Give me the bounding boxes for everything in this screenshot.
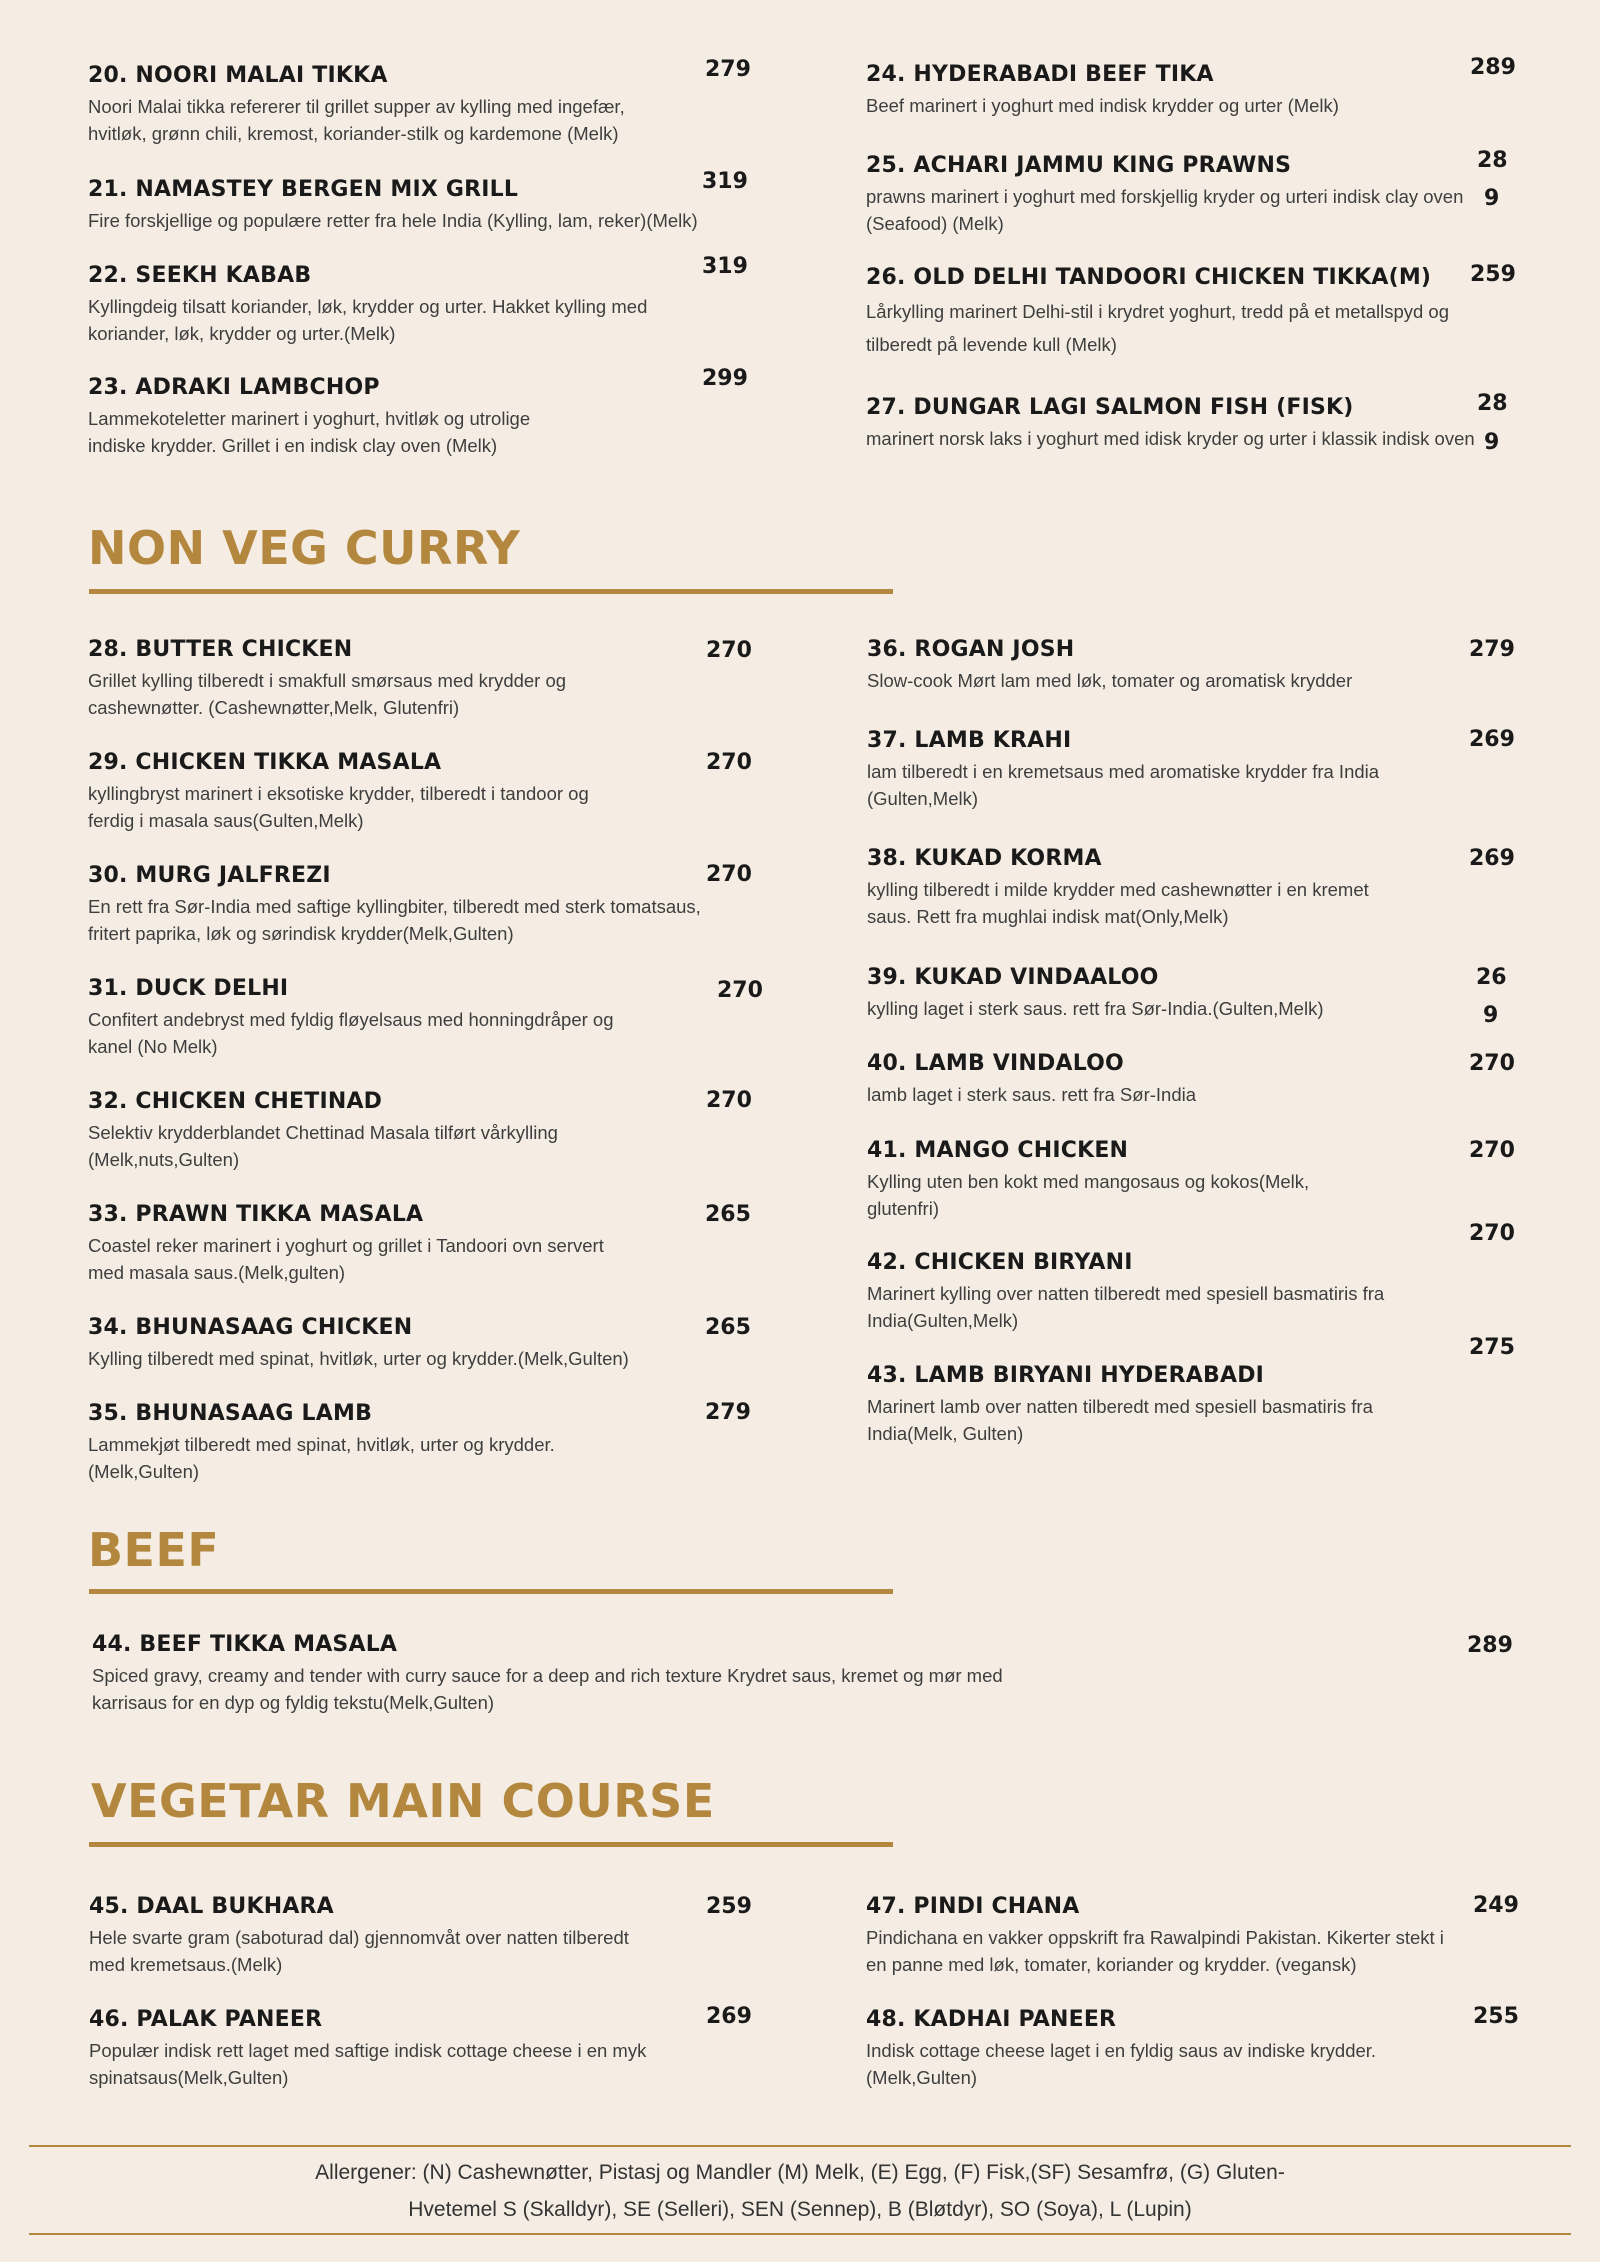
- menu-item: [867, 636, 1427, 694]
- section-title-beef: BEEF: [88, 1523, 220, 1577]
- item-name: 34. BHUNASAAG CHICKEN: [88, 1315, 413, 1340]
- item-name: 39. KUKAD VINDAALOO: [867, 965, 1159, 990]
- item-price: 270: [1469, 1221, 1515, 1246]
- item-price: 265: [705, 1315, 751, 1340]
- item-description: Lammekjøt tilberedt med spinat, hvitløk, urter og krydder. (Melk,Gulten): [88, 1434, 555, 1482]
- item-price: 269: [706, 2004, 752, 2029]
- menu-item: [866, 61, 1466, 119]
- menu-item: [88, 975, 648, 1060]
- menu-item: [92, 1631, 1012, 1716]
- item-name: 40. LAMB VINDALOO: [867, 1051, 1124, 1076]
- item-price: 279: [705, 1400, 751, 1425]
- item-name: 47. PINDI CHANA: [866, 1894, 1080, 1919]
- item-description: En rett fra Sør-India med saftige kyllingbiter, tilberedt med sterk tomatsaus, fritert paprika, løk og sørindisk krydder(Melk,Gulten): [88, 896, 701, 944]
- menu-item: [866, 152, 1506, 237]
- menu-item: [88, 636, 628, 721]
- item-name: 38. KUKAD KORMA: [867, 846, 1102, 871]
- item-name: 20. NOORI MALAI TIKKA: [88, 63, 388, 88]
- item-description: Kyllingdeig tilsatt koriander, løk, krydder og urter. Hakket kylling med koriander, løk, krydder og urter.(Melk): [88, 296, 648, 344]
- item-description: lam tilberedt i en kremetsaus med aromatiske krydder fra India (Gulten,Melk): [867, 761, 1380, 809]
- menu-item: [88, 62, 688, 147]
- section-title-vegetar-main-course: VEGETAR MAIN COURSE: [91, 1774, 715, 1828]
- item-name: 29. CHICKEN TIKKA MASALA: [88, 750, 442, 775]
- item-description: Marinert kylling over natten tilberedt med spesiell basmatiris fra India(Gulten,Melk): [867, 1283, 1385, 1331]
- menu-item: [88, 1201, 608, 1286]
- item-price: 269: [1469, 846, 1515, 871]
- item-name: 24. HYDERABADI BEEF TIKA: [866, 62, 1214, 87]
- item-description: Kylling tilberedt med spinat, hvitløk, urter og krydder.(Melk,Gulten): [88, 1348, 629, 1369]
- section-title-non-veg-curry: NON VEG CURRY: [88, 521, 521, 575]
- item-name: 26. OLD DELHI TANDOORI CHICKEN TIKKA(M): [866, 265, 1432, 290]
- item-name: 21. NAMASTEY BERGEN MIX GRILL: [88, 177, 519, 202]
- item-price: 279: [1469, 637, 1515, 662]
- item-price: 270: [706, 1088, 752, 1113]
- menu-item: [867, 1249, 1427, 1334]
- item-name: 35. BHUNASAAG LAMB: [88, 1401, 373, 1426]
- allergen-note-line1: Allergener: (N) Cashewnøtter, Pistasj og Mandler (M) Melk, (E) Egg, (F) Fisk,(SF) Sesamfrø, (G) Gluten-: [315, 2161, 1285, 2184]
- item-name: 37. LAMB KRAHI: [867, 728, 1072, 753]
- item-name: 36. ROGAN JOSH: [867, 637, 1075, 662]
- item-description: marinert norsk laks i yoghurt med idisk kryder og urter i klassik indisk oven: [866, 428, 1475, 449]
- item-price: 289: [1470, 55, 1516, 80]
- menu-item: [88, 374, 588, 459]
- item-price: 269: [1469, 727, 1515, 752]
- item-price: 270: [717, 978, 763, 1003]
- item-name: 28. BUTTER CHICKEN: [88, 637, 353, 662]
- item-price: 28: [1477, 391, 1508, 416]
- item-name: 33. PRAWN TIKKA MASALA: [88, 1202, 424, 1227]
- menu-item: [866, 2006, 1386, 2091]
- item-description: Lårkylling marinert Delhi-stil i krydret yoghurt, tredd på et metallspyd og tilberedt på levende kull (Melk): [866, 301, 1449, 355]
- menu-item: [88, 262, 698, 347]
- item-name: 22. SEEKH KABAB: [88, 263, 312, 288]
- menu-item: [867, 845, 1387, 930]
- item-price: 289: [1467, 1633, 1513, 1658]
- menu-item: [88, 1400, 628, 1485]
- menu-item: [867, 727, 1397, 812]
- menu-item: [867, 964, 1427, 1022]
- item-price: 319: [702, 254, 748, 279]
- item-description: kyllingbryst marinert i eksotiske krydder, tilberedt i tandoor og ferdig i masala saus(Gulten,Melk): [88, 783, 589, 831]
- item-price: 26: [1476, 965, 1507, 990]
- item-description: Beef marinert i yoghurt med indisk krydder og urter (Melk): [866, 95, 1339, 116]
- item-name: 45. DAAL BUKHARA: [89, 1894, 334, 1919]
- section-divider: [89, 589, 893, 594]
- item-description: Grillet kylling tilberedt i smakfull smørsaus med krydder og cashewnøtter. (Cashewnøtter,Melk, Glutenfri): [88, 670, 567, 718]
- item-description: Noori Malai tikka refererer til grillet supper av kylling med ingefær, hvitløk, grønn chili, kremost, koriander-stilk og kardemone (Melk): [88, 96, 625, 144]
- item-name: 30. MURG JALFREZI: [88, 863, 331, 888]
- item-price: 270: [706, 750, 752, 775]
- item-name: 46. PALAK PANEER: [89, 2007, 323, 2032]
- item-description: Confitert andebryst med fyldig fløyelsaus med honningdråper og kanel (No Melk): [88, 1009, 614, 1057]
- item-description: Selektiv krydderblandet Chettinad Masala tilført vårkylling (Melk,nuts,Gulten): [88, 1122, 558, 1170]
- item-name: 41. MANGO CHICKEN: [867, 1138, 1129, 1163]
- item-description: Marinert lamb over natten tilberedt med spesiell basmatiris fra India(Melk, Gulten): [867, 1396, 1373, 1444]
- item-description: Indisk cottage cheese laget i en fyldig saus av indiske krydder.(Melk,Gulten): [866, 2040, 1377, 2088]
- item-price: 279: [705, 57, 751, 82]
- section-divider: [89, 1842, 893, 1847]
- item-name: 31. DUCK DELHI: [88, 976, 289, 1001]
- item-name: 43. LAMB BIRYANI HYDERABADI: [867, 1363, 1265, 1388]
- item-name: 44. BEEF TIKKA MASALA: [92, 1632, 398, 1657]
- item-description: kylling tilberedt i milde krydder med cashewnøtter i en kremet saus. Rett fra mughlai indisk mat(Only,Melk): [867, 879, 1369, 927]
- item-price: 319: [702, 169, 748, 194]
- item-name: 48. KADHAI PANEER: [866, 2007, 1117, 2032]
- item-price: 270: [1469, 1051, 1515, 1076]
- section-divider: [89, 1589, 893, 1594]
- menu-item: [88, 1088, 558, 1173]
- item-name: 23. ADRAKI LAMBCHOP: [88, 375, 380, 400]
- item-price: 270: [706, 638, 752, 663]
- item-description: lamb laget i sterk saus. rett fra Sør-India: [867, 1084, 1197, 1105]
- item-description: Coastel reker marinert i yoghurt og grillet i Tandoori ovn servert med masala saus.(Melk,gulten): [88, 1235, 604, 1283]
- item-price: 270: [706, 862, 752, 887]
- item-price: 275: [1469, 1335, 1515, 1360]
- item-description: Lammekoteletter marinert i yoghurt, hvitløk og utrolige indiske krydder. Grillet i en indisk clay oven (Melk): [88, 408, 531, 456]
- item-price: 270: [1469, 1138, 1515, 1163]
- menu-item: [89, 2006, 689, 2091]
- menu-item: [88, 749, 628, 834]
- item-price: 9: [1484, 430, 1500, 455]
- item-name: 32. CHICKEN CHETINAD: [88, 1089, 383, 1114]
- menu-item: [89, 1893, 629, 1978]
- footer-divider-top: [29, 2145, 1571, 2147]
- item-price: 299: [702, 366, 748, 391]
- item-description: kylling laget i sterk saus. rett fra Sør-India.(Gulten,Melk): [867, 998, 1324, 1019]
- item-name: 27. DUNGAR LAGI SALMON FISH (FISK): [866, 395, 1354, 420]
- item-price: 28: [1477, 148, 1508, 173]
- item-name: 25. ACHARI JAMMU KING PRAWNS: [866, 153, 1292, 178]
- item-description: Pindichana en vakker oppskrift fra Rawalpindi Pakistan. Kikerter stekt i en panne med løk, tomater, koriander og krydder. (vegansk): [866, 1927, 1444, 1975]
- item-price: 9: [1483, 1003, 1499, 1028]
- item-price: 249: [1473, 1893, 1519, 1918]
- item-description: prawns marinert i yoghurt med forskjellig kryder og urteri indisk clay oven (Seafood) (Melk): [866, 186, 1464, 234]
- item-description: Fire forskjellige og populære retter fra hele India (Kylling, lam, reker)(Melk): [88, 210, 698, 231]
- item-name: 42. CHICKEN BIRYANI: [867, 1250, 1133, 1275]
- menu-item: [866, 264, 1506, 361]
- allergen-note-line2: Hvetemel S (Skalldyr), SE (Selleri), SEN (Sennep), B (Bløtdyr), SO (Soya), L (Lupin): [408, 2198, 1192, 2221]
- item-description: Kylling uten ben kokt med mangosaus og kokos(Melk, glutenfri): [867, 1171, 1310, 1219]
- menu-item: [867, 1137, 1357, 1222]
- item-price: 9: [1484, 186, 1500, 211]
- item-description: Slow-cook Mørt lam med løk, tomater og aromatisk krydder: [867, 670, 1353, 691]
- menu-item: [88, 1314, 748, 1372]
- item-price: 259: [706, 1894, 752, 1919]
- item-price: 259: [1470, 262, 1516, 287]
- menu-item: [88, 862, 708, 947]
- footer-divider-bottom: [29, 2233, 1571, 2235]
- menu-item: [867, 1050, 1387, 1108]
- item-price: 265: [705, 1202, 751, 1227]
- menu-item: [866, 394, 1526, 452]
- item-description: Hele svarte gram (saboturad dal) gjennomvåt over natten tilberedt med kremetsaus.(Melk): [89, 1927, 629, 1975]
- item-description: Spiced gravy, creamy and tender with curry sauce for a deep and rich texture Krydret saus, kremet og mør med karrisaus for en dyp og fyldig tekstu(Melk,Gulten): [92, 1665, 1003, 1713]
- menu-item: [866, 1893, 1456, 1978]
- item-description: Populær indisk rett laget med saftige indisk cottage cheese i en myk spinatsaus(Melk,Gulten): [89, 2040, 647, 2088]
- menu-item: [867, 1362, 1427, 1447]
- item-price: 255: [1473, 2004, 1519, 2029]
